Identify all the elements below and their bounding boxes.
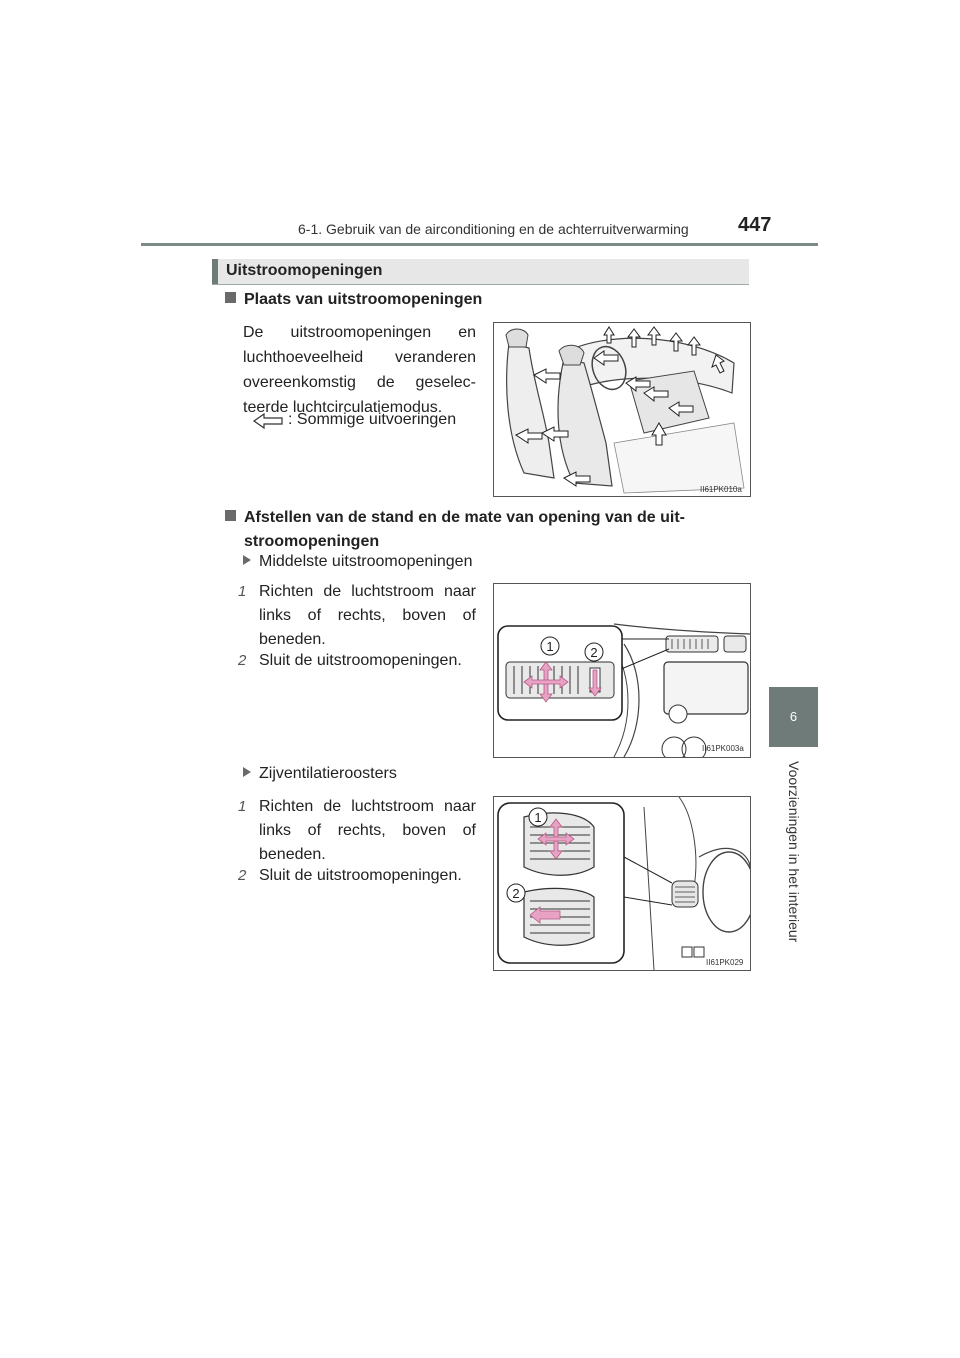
chapter-tab: 6 (769, 687, 818, 747)
square-bullet-icon (225, 510, 236, 521)
legend-text: : Sommige uitvoeringen (288, 411, 457, 428)
center-callout-1: 1 (546, 639, 554, 654)
side-item2-text: Sluit de uitstroomopeningen. (259, 867, 462, 884)
section-title: Uitstroomopeningen (226, 262, 383, 279)
sub-heading-side (243, 765, 397, 783)
center-item1-num: 1 (238, 583, 247, 600)
heading-adjust-text1: Afstellen van de stand en de mate van opening van de uit- (244, 509, 685, 526)
figure-side-vent (493, 796, 751, 971)
page-number: 447 (738, 214, 772, 236)
figure-code-2: II61PK003a (702, 744, 744, 753)
heading-adjust-text2: stroomopeningen (244, 533, 380, 550)
chapter-side-label (786, 761, 802, 961)
triangle-bullet-icon (243, 555, 251, 565)
side-item1-num: 1 (238, 798, 247, 815)
side-item1-text: Richten de luchtstroom naar links of rechts, boven of beneden. (259, 798, 476, 863)
triangle-bullet-icon (243, 767, 251, 777)
heading-location (225, 291, 482, 309)
side-item2-num: 2 (238, 867, 247, 884)
heading-adjust (225, 506, 749, 554)
outlet-arrow-legend-icon (252, 412, 284, 430)
running-header: 6-1. Gebruik van de airconditioning en de achterruitverwarming (298, 221, 689, 237)
heading-location-text: Plaats van uitstroomopeningen (244, 291, 483, 308)
heading-adjust-line1-wrap (225, 506, 685, 530)
side-callout-2: 2 (512, 886, 520, 901)
figure-center-vent (493, 583, 751, 758)
sub-heading-side-text: Zijventilatieroosters (259, 765, 397, 782)
square-bullet-icon (225, 292, 236, 303)
section-bar-accent (212, 259, 218, 284)
section-title-bar (212, 259, 749, 285)
center-item1-text: Richten de luchtstroom naar links of rechts, boven of beneden. (259, 583, 476, 648)
side-callout-1: 1 (534, 810, 542, 825)
figure-code-1: II61PK010a (700, 485, 742, 494)
figure-code-3: II61PK029 (706, 958, 744, 967)
figure-outlet-locations (493, 322, 751, 497)
sub-heading-center-text: Middelste uitstroomopeningen (259, 553, 473, 570)
center-callout-2: 2 (590, 645, 598, 660)
sub-heading-center (243, 553, 472, 571)
chapter-side-label-text: Voorzieningen in het interieur (786, 761, 802, 943)
heading-adjust-line1 (225, 506, 749, 530)
center-item2-num: 2 (238, 652, 247, 669)
center-item2-text: Sluit de uitstroomopeningen. (259, 652, 462, 669)
location-paragraph: De uitstroomopeningen en luchthoeveelheid veranderen overeenkomstig de geselecteerde luchtcirculatiemodus. (243, 324, 476, 416)
header-rule (141, 243, 818, 246)
